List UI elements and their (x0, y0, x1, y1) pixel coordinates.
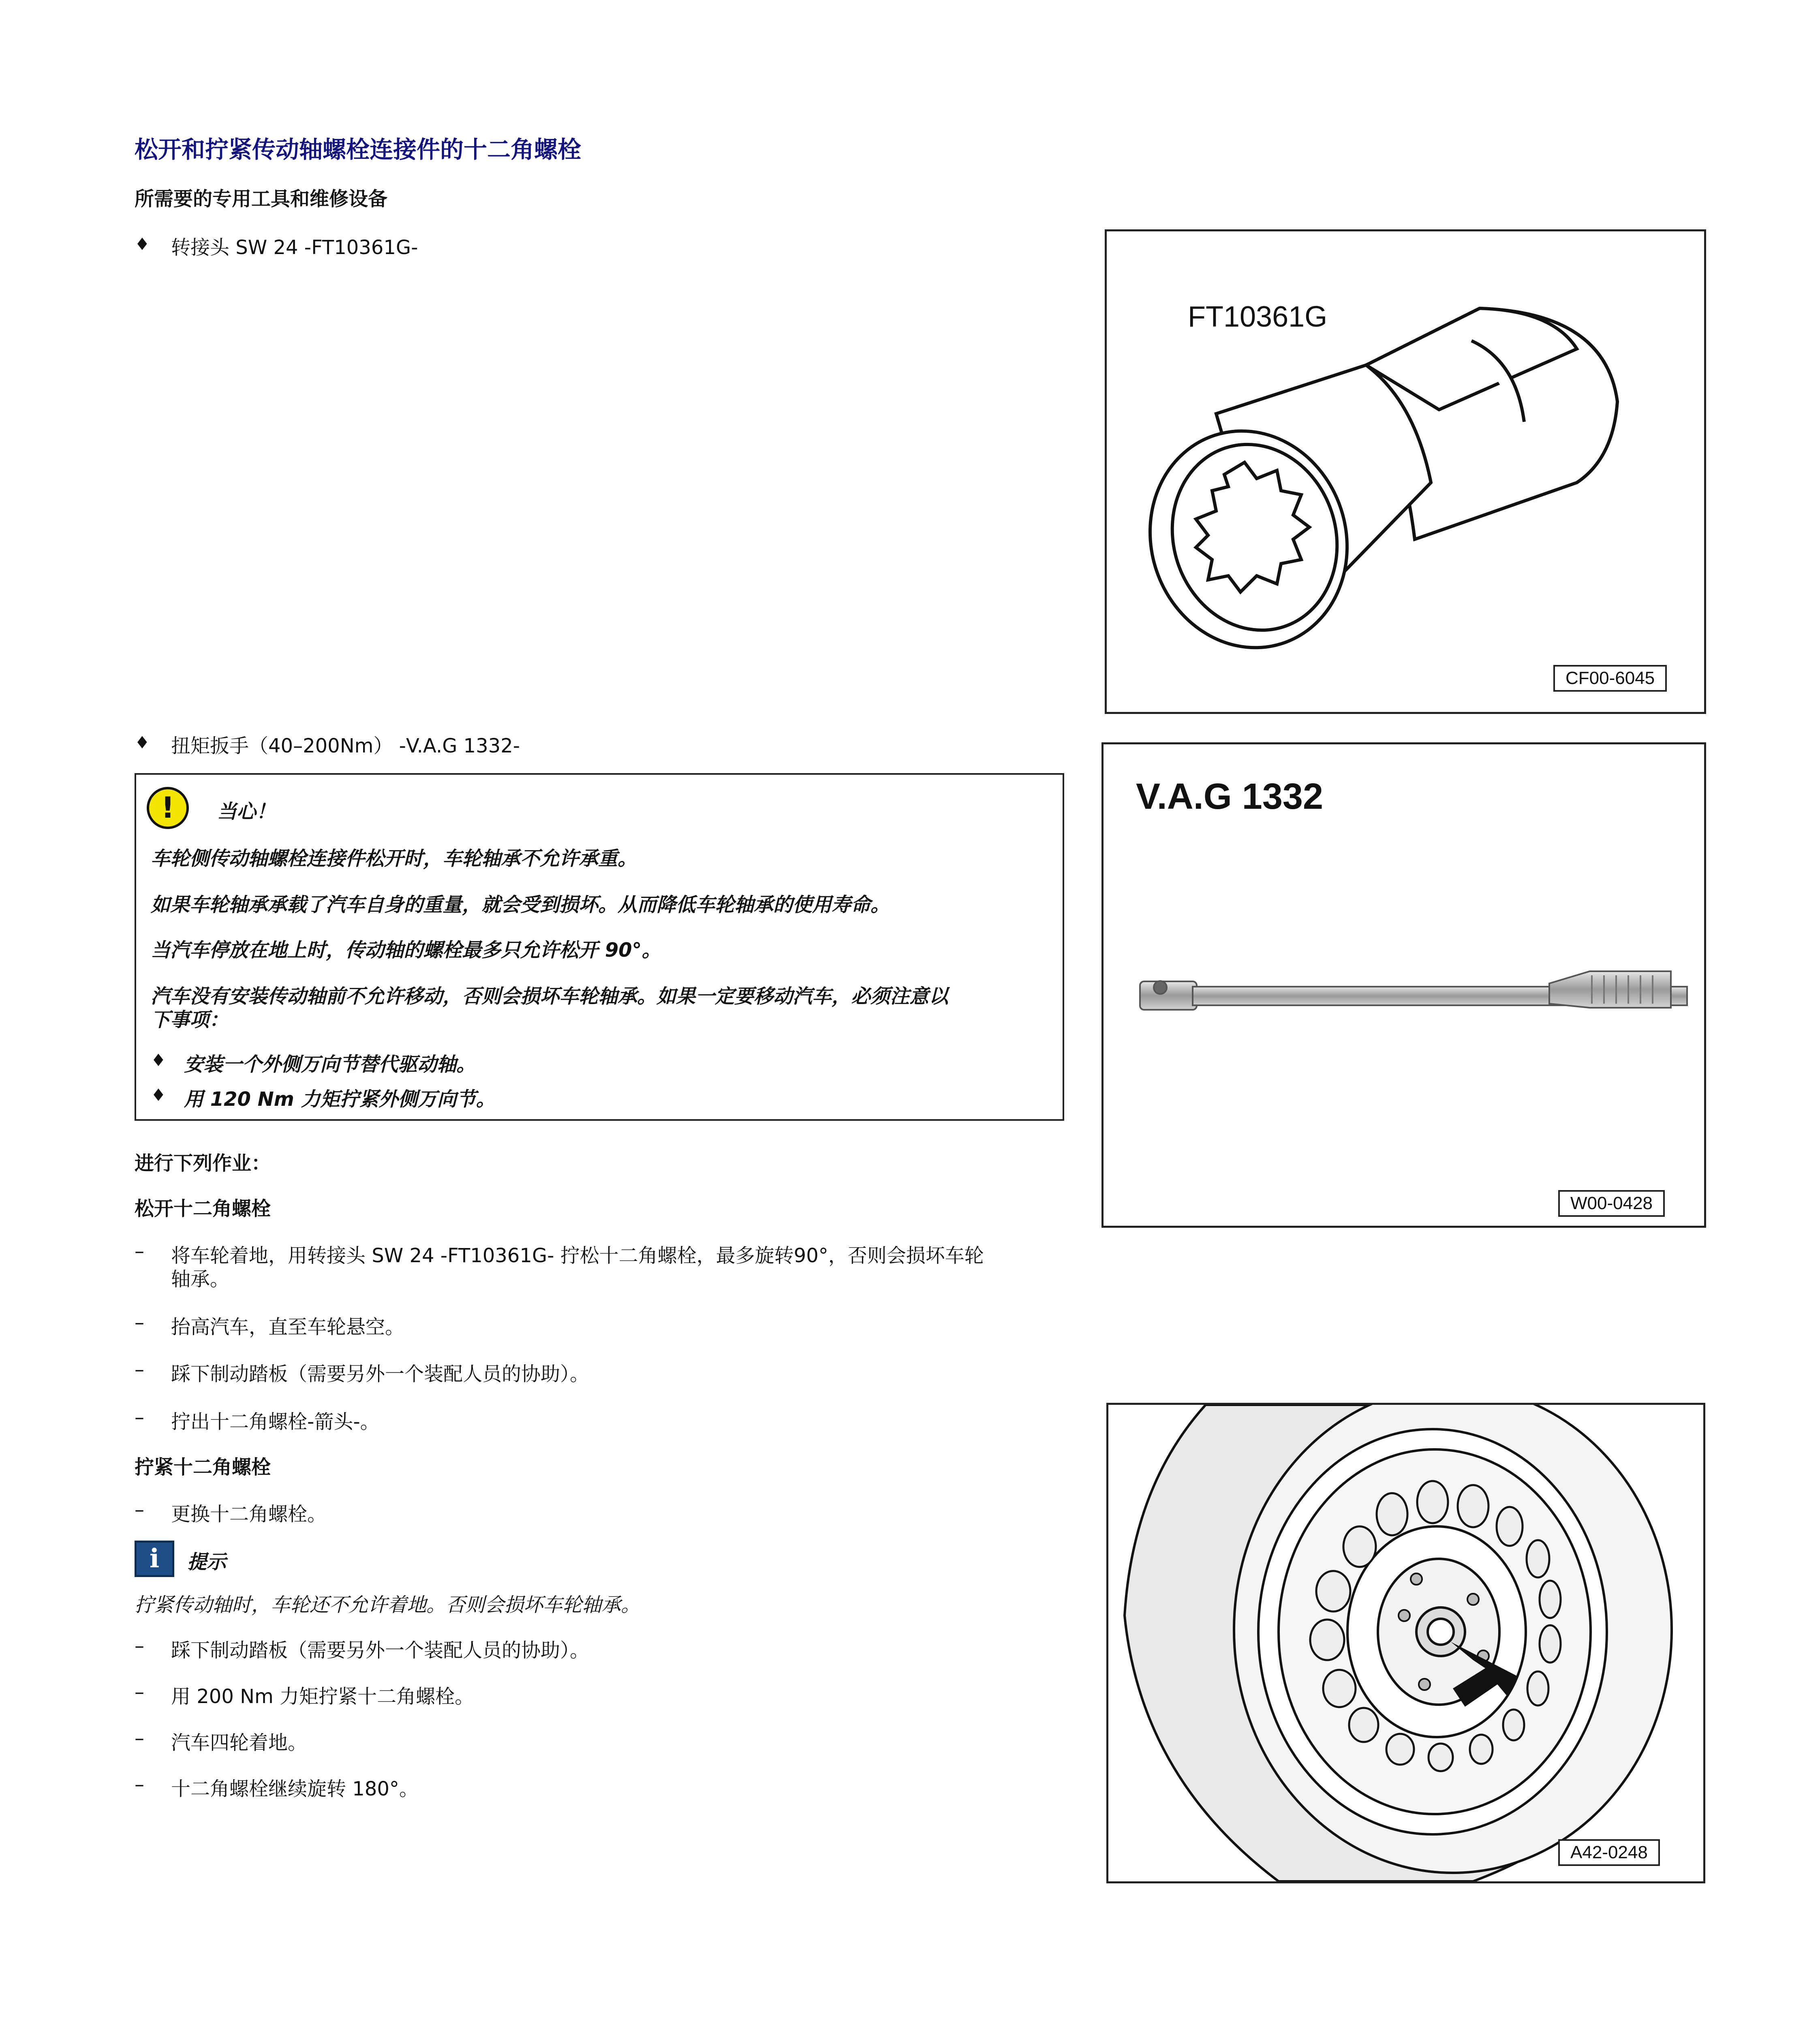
dash-icon: – (135, 1240, 144, 1263)
caution-title: 当心！ (217, 800, 276, 823)
tighten-step: 更换十二角螺栓。 (171, 1503, 327, 1526)
figure-code: CF00-6045 (1553, 665, 1667, 692)
bullet-icon: ♦ (151, 1050, 166, 1070)
figure-part-label: V.A.G 1332 (1136, 776, 1323, 817)
dash-icon: – (135, 1498, 144, 1521)
bullet-icon: ♦ (151, 1085, 166, 1105)
figure-code: W00-0428 (1558, 1190, 1665, 1217)
final-step: 汽车四轮着地。 (171, 1731, 308, 1754)
loosen-step: 将车轮着地，用转接头 SW 24 -FT10361G- 拧松十二角螺栓，最多旋转90°，否则会损坏车轮 (171, 1244, 984, 1267)
caution-line: 当汽车停放在地上时，传动轴的螺栓最多只允许松开 90°。 (151, 939, 661, 962)
caution-bullet: 用 120 Nm 力矩拧紧外侧万向节。 (184, 1088, 496, 1111)
wrench-drawing (1104, 744, 1704, 1226)
dash-icon: – (135, 1727, 144, 1750)
dash-icon: – (135, 1358, 144, 1381)
dash-icon: – (135, 1406, 144, 1429)
figure-adapter (1105, 229, 1706, 714)
dash-icon: – (135, 1773, 144, 1796)
final-step: 十二角螺栓继续旋转 180°。 (171, 1778, 419, 1800)
note-text: 拧紧传动轴时，车轮还不允许着地。否则会损坏车轮轴承。 (135, 1594, 641, 1616)
page-title: 松开和拧紧传动轴螺栓连接件的十二角螺栓 (135, 136, 582, 163)
dash-icon: – (135, 1681, 144, 1703)
dash-icon: – (135, 1311, 144, 1334)
tool-item-adapter: 转接头 SW 24 -FT10361G- (171, 236, 418, 259)
final-step: 踩下制动踏板（需要另外一个装配人员的协助）。 (171, 1639, 590, 1662)
caution-line: 车轮侧传动轴螺栓连接件松开时，车轮轴承不允许承重。 (151, 847, 637, 870)
caution-line: 如果车轮轴承承载了汽车自身的重量，就会受到损坏。从而降低车轮轴承的使用寿命。 (151, 893, 890, 916)
note-title: 提示 (187, 1551, 227, 1573)
info-icon: i (135, 1541, 174, 1577)
figure-torque-wrench (1101, 742, 1706, 1228)
socket-drawing (1107, 231, 1704, 712)
loosen-step: 拧出十二角螺栓-箭头-。 (171, 1411, 380, 1433)
caution-line: 下事项： (151, 1009, 229, 1031)
proceed-heading: 进行下列作业： (135, 1152, 271, 1175)
dash-icon: – (135, 1635, 144, 1657)
tools-heading: 所需要的专用工具和维修设备 (135, 188, 388, 210)
caution-box (135, 773, 1064, 1121)
loosen-step-continued: 轴承。 (171, 1268, 230, 1291)
final-step: 用 200 Nm 力矩拧紧十二角螺栓。 (171, 1685, 475, 1708)
wheel-drawing (1108, 1405, 1703, 1881)
loosen-step: 踩下制动踏板（需要另外一个装配人员的协助）。 (171, 1363, 590, 1385)
tighten-heading: 拧紧十二角螺栓 (135, 1456, 271, 1479)
loosen-step: 抬高汽车，直至车轮悬空。 (171, 1316, 405, 1338)
figure-wheel (1106, 1403, 1705, 1883)
caution-line: 汽车没有安装传动轴前不允许移动，否则会损坏车轮轴承。如果一定要移动汽车，必须注意以 (151, 985, 949, 1008)
figure-part-label: FT10361G (1188, 301, 1328, 333)
tool-item-torque-wrench: 扭矩扳手（40–200Nm） -V.A.G 1332- (171, 735, 520, 757)
loosen-heading: 松开十二角螺栓 (135, 1197, 271, 1220)
caution-bullet: 安装一个外侧万向节替代驱动轴。 (184, 1053, 476, 1076)
bullet-icon: ♦ (135, 234, 150, 254)
figure-code: A42-0248 (1558, 1839, 1660, 1866)
warning-icon: ! (147, 787, 189, 829)
bullet-icon: ♦ (135, 733, 150, 752)
